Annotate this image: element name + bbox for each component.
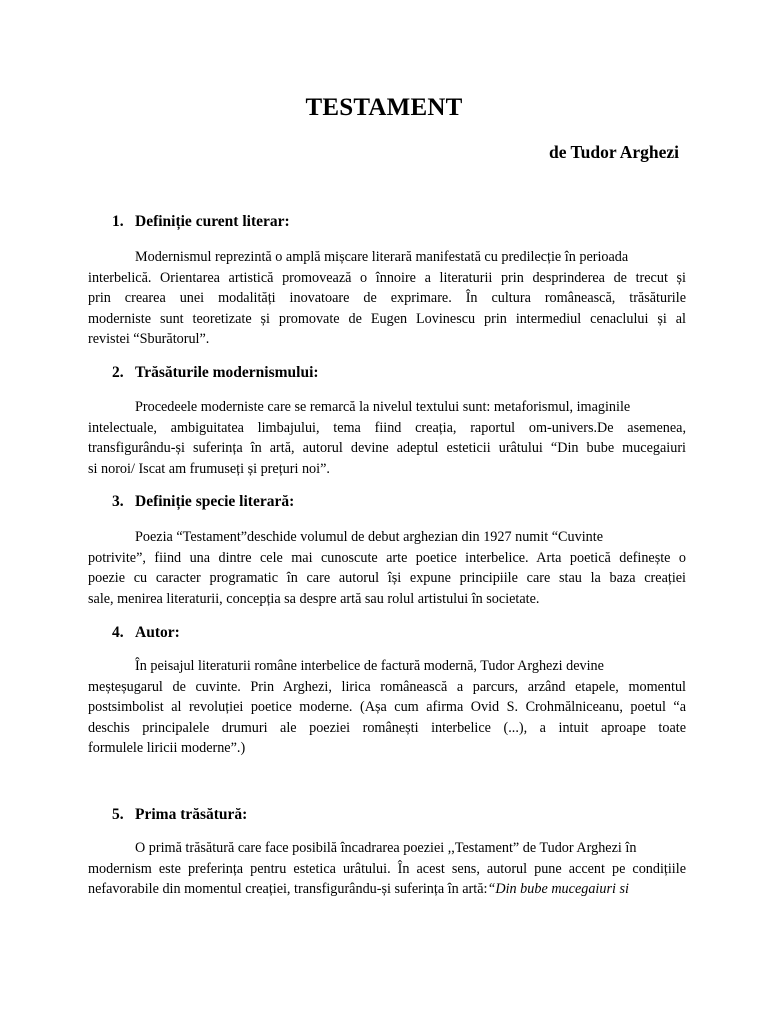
section-title: Trăsăturile modernismului: <box>135 364 319 381</box>
paragraph-line: Procedeele moderniste care se remarcă la nivelul textului sunt: metaforismul, imaginile <box>135 399 631 415</box>
paragraph-line: sale, menirea literaturii, concepția sa despre artă sau rolul artistului în societate. <box>88 590 540 607</box>
paragraph-line: revistei “Sburătorul”. <box>88 331 210 347</box>
paragraph-line: transfigurându-și suferința în artă, autorul devine adeptul esteticii urâtului “Din bube mucegaiuri <box>88 440 686 456</box>
paragraph-line: deschis principalele drumuri ale poeziei românești interbelice (...), a intuit aproape toate <box>88 719 686 736</box>
paragraph-line: modernism este preferința pentru estetica urâtului. În acest sens, autorul pune accent pe condițiile <box>88 860 686 877</box>
paragraph-line: O primă trăsătură care face posibilă încadrarea poeziei ,,Testament” de Tudor Arghezi în <box>135 840 637 856</box>
section-heading <box>112 806 247 824</box>
paragraph-line: poezie cu caracter programatic în care autorul își expune principiile care stau la baza creației <box>88 570 686 586</box>
section-paragraph <box>88 397 686 479</box>
section-title: Definiție specie literară: <box>135 493 295 510</box>
paragraph-line: interbelică. Orientarea artistică promovează o înnoire a literaturii prin desprinderea de trecut și <box>88 269 686 286</box>
paragraph-line: intelectuale, ambiguitatea limbajului, tema fiind creația, raportul om-univers.De asemenea, <box>88 419 686 436</box>
section-paragraph <box>88 656 686 759</box>
section-number: 1. <box>112 213 124 230</box>
paragraph-line: prin crearea unei modalități inovatoare de exprimare. În cultura românească, trăsăturile <box>88 290 686 306</box>
section-title: Prima trăsătură: <box>135 806 248 823</box>
section-paragraph <box>88 247 686 350</box>
document-title: TESTAMENT <box>305 94 463 121</box>
section-heading <box>112 213 290 231</box>
paragraph-line: moderniste sunt teoretizate și promovate de Eugen Lovinescu prin intermediul cenaclului și al <box>88 310 686 327</box>
section-number: 3. <box>112 493 124 510</box>
paragraph-line: Modernismul reprezintă o amplă mișcare literară manifestată cu predilecție în perioada <box>135 249 629 265</box>
section-heading <box>112 493 294 511</box>
paragraph-line: si noroi/ Iscat am frumuseți și prețuri noi”. <box>88 460 330 477</box>
document-author: de Tudor Arghezi <box>549 142 679 162</box>
paragraph-line <box>88 879 686 900</box>
section-title: Definiție curent literar: <box>135 213 290 230</box>
section-paragraph <box>88 838 686 900</box>
paragraph-line: meșteșugarul de cuvinte. Prin Arghezi, lirica românească a parcurs, arzând etapele, momentul <box>88 678 686 695</box>
section-paragraph <box>88 527 686 609</box>
paragraph-line: potrivite”, fiind una dintre cele mai cunoscute arte poetice interbelice. Arta poetică definește o <box>88 549 686 566</box>
section-number: 5. <box>112 806 124 823</box>
section-number: 2. <box>112 364 124 381</box>
section-title: Autor: <box>135 624 180 641</box>
section-heading <box>112 624 180 642</box>
paragraph-line: Poezia “Testament”deschide volumul de debut arghezian din 1927 numit “Cuvinte <box>135 529 603 545</box>
paragraph-line: În peisajul literaturii române interbelice de factură modernă, Tudor Arghezi devine <box>135 658 604 674</box>
poem-quote: “Din bube mucegaiuri si <box>487 881 629 897</box>
paragraph-line: formulele liricii moderne”.) <box>88 740 246 756</box>
paragraph-line: postsimbolist al revoluției poetice moderne. (Așa cum afirma Ovid S. Crohmălniceanu, poetul “a <box>88 699 686 715</box>
section-number: 4. <box>112 624 124 641</box>
paragraph-text: nefavorabile din momentul creației, transfigurându-și suferința în artă: <box>88 881 488 897</box>
section-heading <box>112 364 319 382</box>
